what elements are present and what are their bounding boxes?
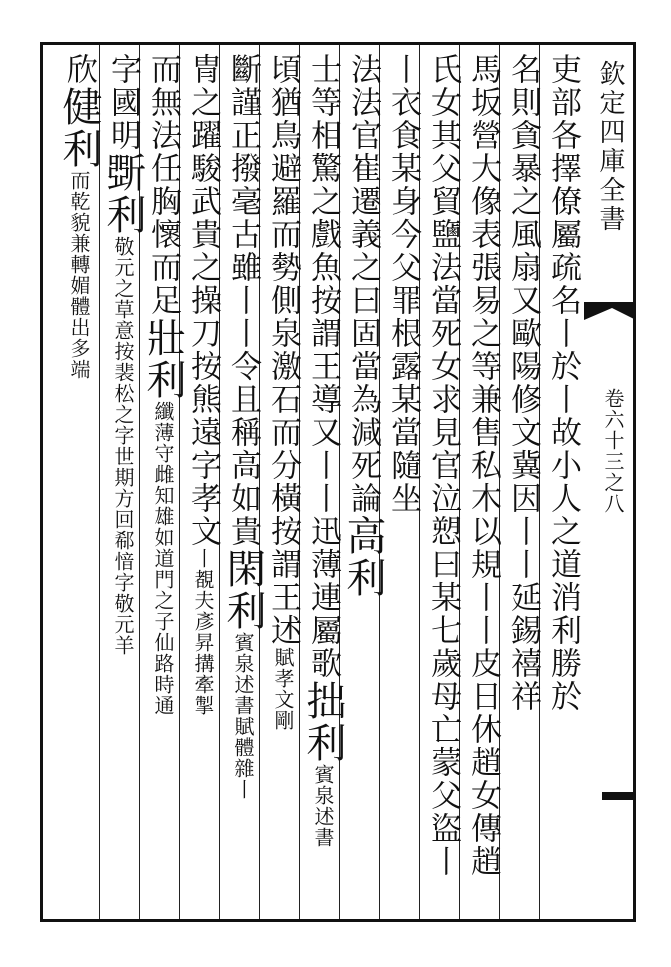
text-column-8: [263, 53, 303, 731]
text-column-12: [100, 53, 146, 656]
heading-word: 壯利: [140, 317, 186, 401]
column-text: 氏女其父貿鹽法當死女求見官泣愬曰某七歲母亡蒙父盜丨: [425, 53, 461, 878]
text-column-2: [503, 53, 543, 713]
column-text: 士等相驚之戲魚按謂王導又丨丨迅薄連屬歌: [305, 53, 341, 680]
text-column-4: [423, 53, 463, 878]
text-column-11: [140, 53, 186, 716]
heading-word: 斲利: [100, 152, 146, 236]
column-text: 法法官崔遷義之曰固當為減死論: [345, 53, 381, 515]
text-column-13: [56, 53, 102, 380]
column-text: 名則貪暴之風扇又歐陽修文冀因丨丨延錫禧祥: [505, 53, 541, 713]
annotation: 纖薄守雌知雄如道門之子仙路時通: [151, 401, 175, 716]
annotation: 賓泉述書賦體雜丨: [231, 632, 255, 800]
annotation: 敬元之草意按裴松之字世期方回郗愔字敬元羊: [111, 236, 135, 656]
annotation: 而乾貌兼轉媚體出多端: [67, 170, 91, 380]
column-text: 冑之躍駿武貴之操刀按熊遠字孝文: [185, 53, 221, 548]
heading-word: 高利: [340, 515, 386, 599]
heading-word: 拙利: [300, 680, 346, 764]
column-text: 頃猶鳥避羅而勢側泉激石而分橫按謂王述: [265, 53, 301, 647]
text-frame: [40, 42, 636, 922]
book-title: 欽定四庫全書: [595, 60, 625, 234]
column-text: 字國明: [105, 53, 141, 152]
column-text: 欣: [61, 53, 97, 86]
text-column-9: [220, 53, 266, 800]
heading-word: 健利: [56, 86, 102, 170]
heading-word: 閑利: [220, 548, 266, 632]
column-text: 丨衣食某身今父罪根露某當隨坐: [385, 53, 421, 515]
column-text: 斷謹正撥毫古雖丨丨令且稱高如貴: [225, 53, 261, 548]
text-column-6: [340, 53, 386, 599]
column-text: 吏部各擇僚屬疏名丨於丨故小人之道消利勝於: [545, 53, 581, 713]
text-column-3: [463, 53, 503, 878]
text-column-7: [300, 53, 346, 848]
annotation: 賓泉述書: [311, 764, 335, 848]
text-column-1: [543, 53, 583, 713]
text-column-5: [383, 53, 423, 515]
annotation: 賦孝文剛: [271, 647, 295, 731]
volume-label: 卷六十三之八: [601, 388, 625, 514]
text-column-10: [183, 53, 223, 716]
column-text: 馬坂營大像表張易之等兼售私木以規丨丨皮日休趙女傳趙: [465, 53, 501, 878]
column-text: 而無法任胸懷而足: [145, 53, 181, 317]
annotation: 丨覩夫彥昇搆牽掣: [191, 548, 215, 716]
